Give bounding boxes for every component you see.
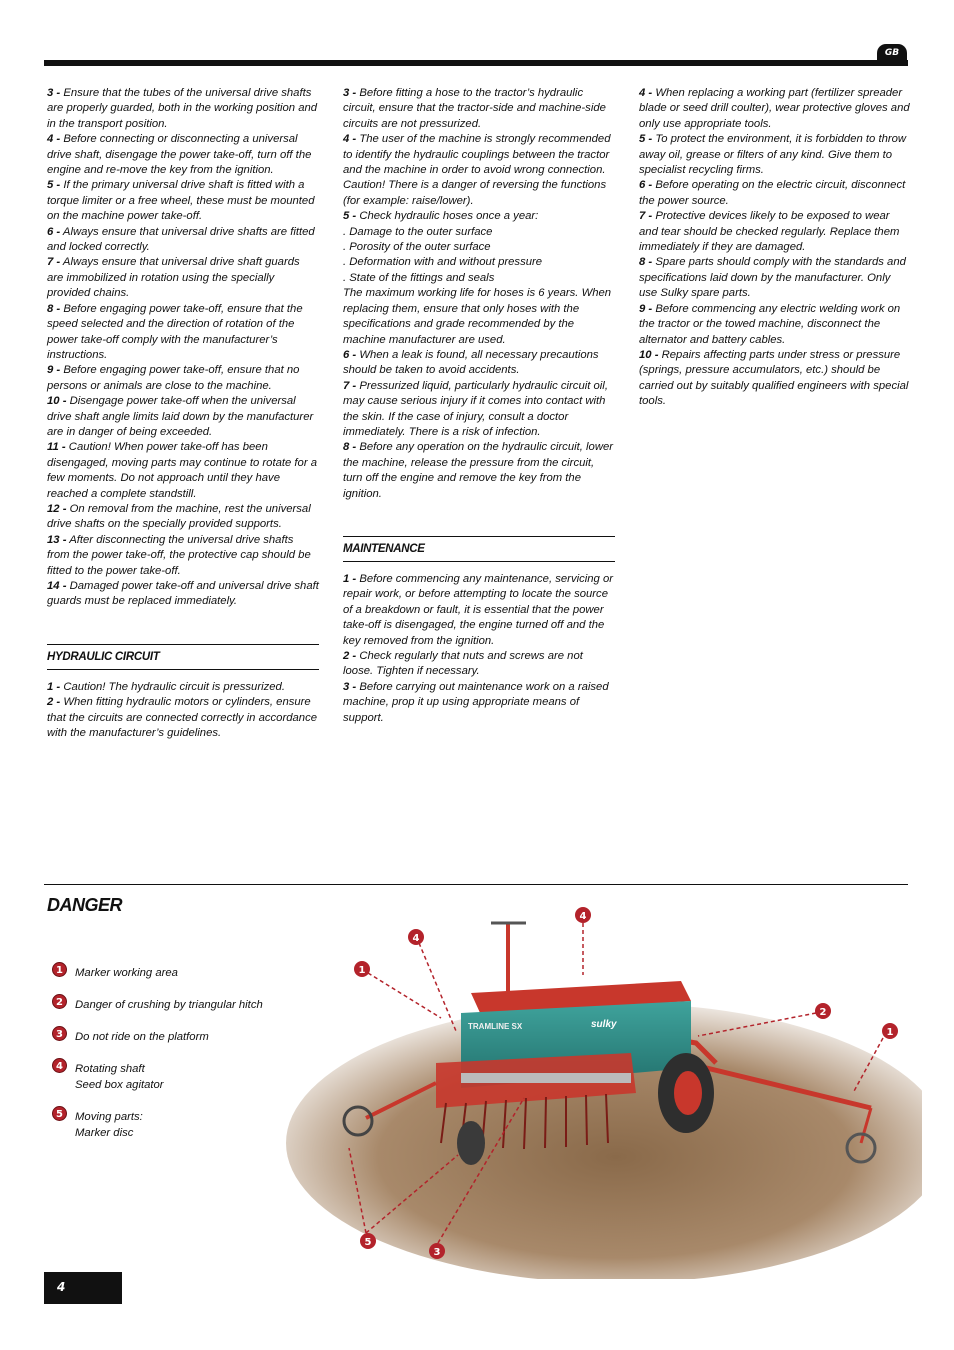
top-rule — [44, 60, 908, 66]
item-number: 3 - — [47, 87, 61, 99]
list-item — [343, 572, 615, 649]
item-number: 4 - — [639, 87, 653, 99]
item-number: 7 - — [639, 210, 653, 223]
item-text: Before operating on the electric circuit, disconnect the power source. — [639, 179, 906, 207]
list-item — [639, 178, 911, 209]
item-text: On removal from the machine, rest the universal drive shafts on the specially provided supports. — [47, 502, 311, 531]
column-3 — [639, 86, 911, 410]
marker-disc — [457, 1121, 485, 1165]
item-text: Disengage power take-off when the universal drive shaft angle limits laid down by the manufacturer are in danger of being exceeded. — [47, 395, 314, 438]
drive-shaft-list — [47, 86, 319, 610]
item-number: 1 - — [47, 680, 61, 693]
list-item — [343, 132, 615, 209]
column-2 — [343, 86, 615, 726]
list-item — [639, 86, 911, 132]
list-item — [47, 440, 319, 502]
list-item — [47, 579, 319, 610]
item-text: Caution! The hydraulic circuit is pressurized. — [63, 680, 285, 693]
item-number: 10 - — [47, 395, 67, 408]
item-text: Check regularly that nuts and screws are not loose. Tighten if necessary. — [343, 650, 583, 678]
callout-label: 2 — [819, 1007, 827, 1018]
list-item — [639, 348, 911, 410]
hose-check-list — [343, 225, 615, 287]
callout-label: 3 — [433, 1247, 441, 1258]
legend-item — [52, 994, 322, 1026]
list-item — [343, 440, 615, 502]
list-item — [639, 132, 911, 178]
legend-item — [52, 1058, 322, 1106]
item-text: If the primary universal drive shaft is fitted with a torque limiter or a free wheel, these must be mounted on the machine power take-off. — [47, 179, 315, 223]
list-item — [47, 680, 319, 695]
list-item — [47, 695, 319, 741]
callout-label: 1 — [358, 965, 366, 976]
list-item — [343, 680, 615, 726]
item-text: Repairs affecting parts under stress or pressure (springs, pressure accumulators, etc.) should be carried out by suitably qualified engineers with special tools. — [639, 348, 909, 408]
page-number-box — [44, 1272, 122, 1304]
item-number: 9 - — [47, 364, 61, 377]
callout-label: 4 — [412, 933, 420, 944]
maintenance-list — [343, 572, 615, 726]
item-text: Always ensure that universal drive shaft guards are immobilized in rotation using the specially provided chains. — [47, 256, 300, 300]
danger-legend — [52, 962, 322, 1154]
item-text: Pressurized liquid, particularly hydraulic circuit oil, may cause serious injury if it comes into contact with the skin. If the case of injury, consult a doctor immediately. There is a risk of infection. — [343, 379, 608, 438]
list-item — [343, 209, 615, 224]
item-number: 3 - — [343, 87, 357, 99]
item-text: Before connecting or disconnecting a universal drive shaft, disengage the power take-off, turn off the engine and re-move the key from the ignition. — [47, 133, 312, 177]
list-item — [343, 86, 615, 132]
legend-item — [52, 1026, 322, 1058]
hose-life-text: The maximum working life for hoses is 6 years. When replacing them, ensure that only hoses with the specifications and grade recommended by the machine manufacturer are used. — [343, 287, 612, 346]
item-number: 3 - — [343, 680, 357, 693]
list-item — [47, 255, 319, 301]
item-number: 11 - — [47, 441, 66, 454]
list-item — [47, 178, 319, 224]
item-number: 6 - — [47, 225, 61, 238]
item-number: 2 - — [343, 650, 357, 662]
page-number: 4 — [57, 1280, 66, 1294]
item-text: To protect the environment, it is forbidden to throw away oil, grease or filters of any kind. Give them to specialist recycling firms. — [639, 133, 907, 177]
check-item: . Deformation with and without pressure — [343, 256, 543, 269]
item-number: 8 - — [639, 256, 653, 269]
item-number: 6 - — [343, 348, 357, 361]
list-item — [639, 255, 911, 301]
item-number: 9 - — [639, 302, 653, 315]
item-text: Before carrying out maintenance work on a raised machine, prop it up using appropriate means of support. — [343, 680, 609, 724]
item-text: Before engaging power take-off, ensure that no persons or animals are close to the machine. — [47, 364, 300, 392]
legend-item — [52, 962, 322, 994]
legend-text: Danger of crushing by triangular hitch — [75, 999, 263, 1011]
check-item: . State of the fittings and seals — [343, 271, 495, 284]
check-item: . Porosity of the outer surface — [343, 241, 491, 254]
item-number: 6 - — [639, 179, 653, 192]
brand-logo: sulky — [591, 1019, 617, 1030]
item-text: Spare parts should comply with the standards and specifications laid down by the manufacturer. Only use Sulky spare parts. — [639, 256, 906, 300]
item-number: 10 - — [639, 348, 659, 361]
item-number: 7 - — [47, 256, 61, 269]
hydraulic-list-continued — [343, 86, 615, 225]
column-1 — [47, 86, 319, 741]
item-number: 14 - — [47, 580, 67, 592]
list-item — [47, 363, 319, 394]
legend-text: Rotating shaft Seed box agitator — [75, 1063, 164, 1091]
list-item — [639, 302, 911, 348]
item-number: 13 - — [47, 533, 67, 546]
danger-title: DANGER — [47, 895, 123, 915]
hydraulic-list-continued-2 — [343, 348, 615, 502]
legend-text: Do not ride on the platform — [75, 1031, 209, 1043]
number-badge-icon: 2 — [52, 994, 67, 1009]
list-item — [639, 209, 911, 255]
item-text: When fitting hydraulic motors or cylinders, ensure that the circuits are connected correctly in accordance with the manufacturer’s guidelines. — [47, 696, 318, 740]
item-number: 5 - — [343, 210, 357, 223]
item-text: Before fitting a hose to the tractor’s hydraulic circuit, ensure that the tractor-side and machine-side circuits are not pressurized. — [343, 87, 606, 130]
maintenance-list-continued — [639, 86, 911, 410]
check-item: . Damage to the outer surface — [343, 225, 493, 238]
item-number: 1 - — [343, 572, 357, 585]
item-text: Damaged power take-off and universal drive shaft guards must be replaced immediately. — [47, 580, 319, 608]
item-number: 2 - — [47, 696, 61, 709]
item-text: When a leak is found, all necessary precautions should be taken to avoid accidents. — [343, 348, 599, 377]
item-number: 4 - — [47, 133, 61, 146]
number-badge-icon: 4 — [52, 1058, 67, 1073]
item-text: The user of the machine is strongly recommended to identify the hydraulic couplings between the tractor and the machine in order to avoid wrong connection. Caution! There is a danger of reversing the functions (for example: raise/lower). — [343, 133, 611, 207]
callout-label: 1 — [886, 1027, 894, 1038]
item-number: 5 - — [639, 133, 653, 146]
item-text: Always ensure that universal drive shafts are fitted and locked correctly. — [47, 225, 315, 254]
list-item — [47, 302, 319, 364]
list-item — [343, 649, 615, 680]
number-badge-icon: 3 — [52, 1026, 67, 1041]
item-text: Protective devices likely to be exposed to wear and tear should be checked regularly. Replace them immediately if they are damaged. — [639, 210, 900, 254]
item-number: 12 - — [47, 502, 67, 515]
platform — [461, 1073, 631, 1083]
item-number: 4 - — [343, 133, 357, 146]
legend-text: Moving parts: Marker disc — [75, 1111, 143, 1139]
number-badge-icon: 1 — [52, 962, 67, 977]
callout-label: 4 — [579, 911, 587, 922]
list-item — [47, 502, 319, 533]
item-text: After disconnecting the universal drive shafts from the power take-off, the protective cap should be fitted to the power take-off. — [47, 533, 311, 577]
item-number: 8 - — [47, 302, 61, 315]
callout-label: 5 — [364, 1237, 372, 1248]
hydraulic-list — [47, 680, 319, 742]
item-text: Check hydraulic hoses once a year: — [359, 210, 539, 223]
language-badge: GB — [877, 44, 907, 62]
item-text: Before commencing any maintenance, servicing or repair work, or before attempting to locate the source of a breakdown or fault, it is essential that the power take-off is disengaged, the engine turned off and the key removed from the ignition. — [343, 572, 614, 647]
legend-item — [52, 1106, 322, 1154]
seed-drill-illustration — [286, 893, 922, 1279]
machine-label: TRAMLINE SX — [468, 1022, 523, 1031]
item-number: 7 - — [343, 379, 357, 392]
list-item — [47, 394, 319, 440]
hydraulic-circuit-heading: HYDRAULIC CIRCUIT — [47, 644, 319, 670]
section-rule — [44, 884, 908, 885]
item-text: Before any operation on the hydraulic circuit, lower the machine, release the pressure from the circuit, turn off the engine and remove the key from the ignition. — [343, 441, 614, 500]
item-text: Before commencing any electric welding work on the tractor or the towed machine, disconnect the alternator and battery cables. — [639, 302, 901, 346]
list-item — [343, 348, 615, 379]
item-number: 5 - — [47, 179, 61, 192]
number-badge-icon: 5 — [52, 1106, 67, 1121]
maintenance-heading: MAINTENANCE — [343, 536, 615, 562]
item-text: When replacing a working part (fertilizer spreader blade or seed drill coulter), wear protective gloves and only use appropriate tools. — [639, 87, 910, 130]
item-text: Caution! When power take-off has been disengaged, moving parts may continue to rotate for a few moments. Do not approach until they have reached a complete standstill. — [47, 441, 318, 500]
item-text: Before engaging power take-off, ensure that the speed selected and the direction of rotation of the power take-off comply with the manufacturer’s instructions. — [47, 302, 303, 361]
item-text: Ensure that the tubes of the universal drive shafts are properly guarded, both in the working position and in the transport position. — [47, 87, 318, 130]
list-item — [343, 379, 615, 441]
item-number: 8 - — [343, 441, 357, 454]
list-item — [47, 86, 319, 132]
list-item — [47, 533, 319, 579]
list-item — [47, 132, 319, 178]
list-item — [47, 225, 319, 256]
legend-text: Marker working area — [75, 967, 178, 979]
